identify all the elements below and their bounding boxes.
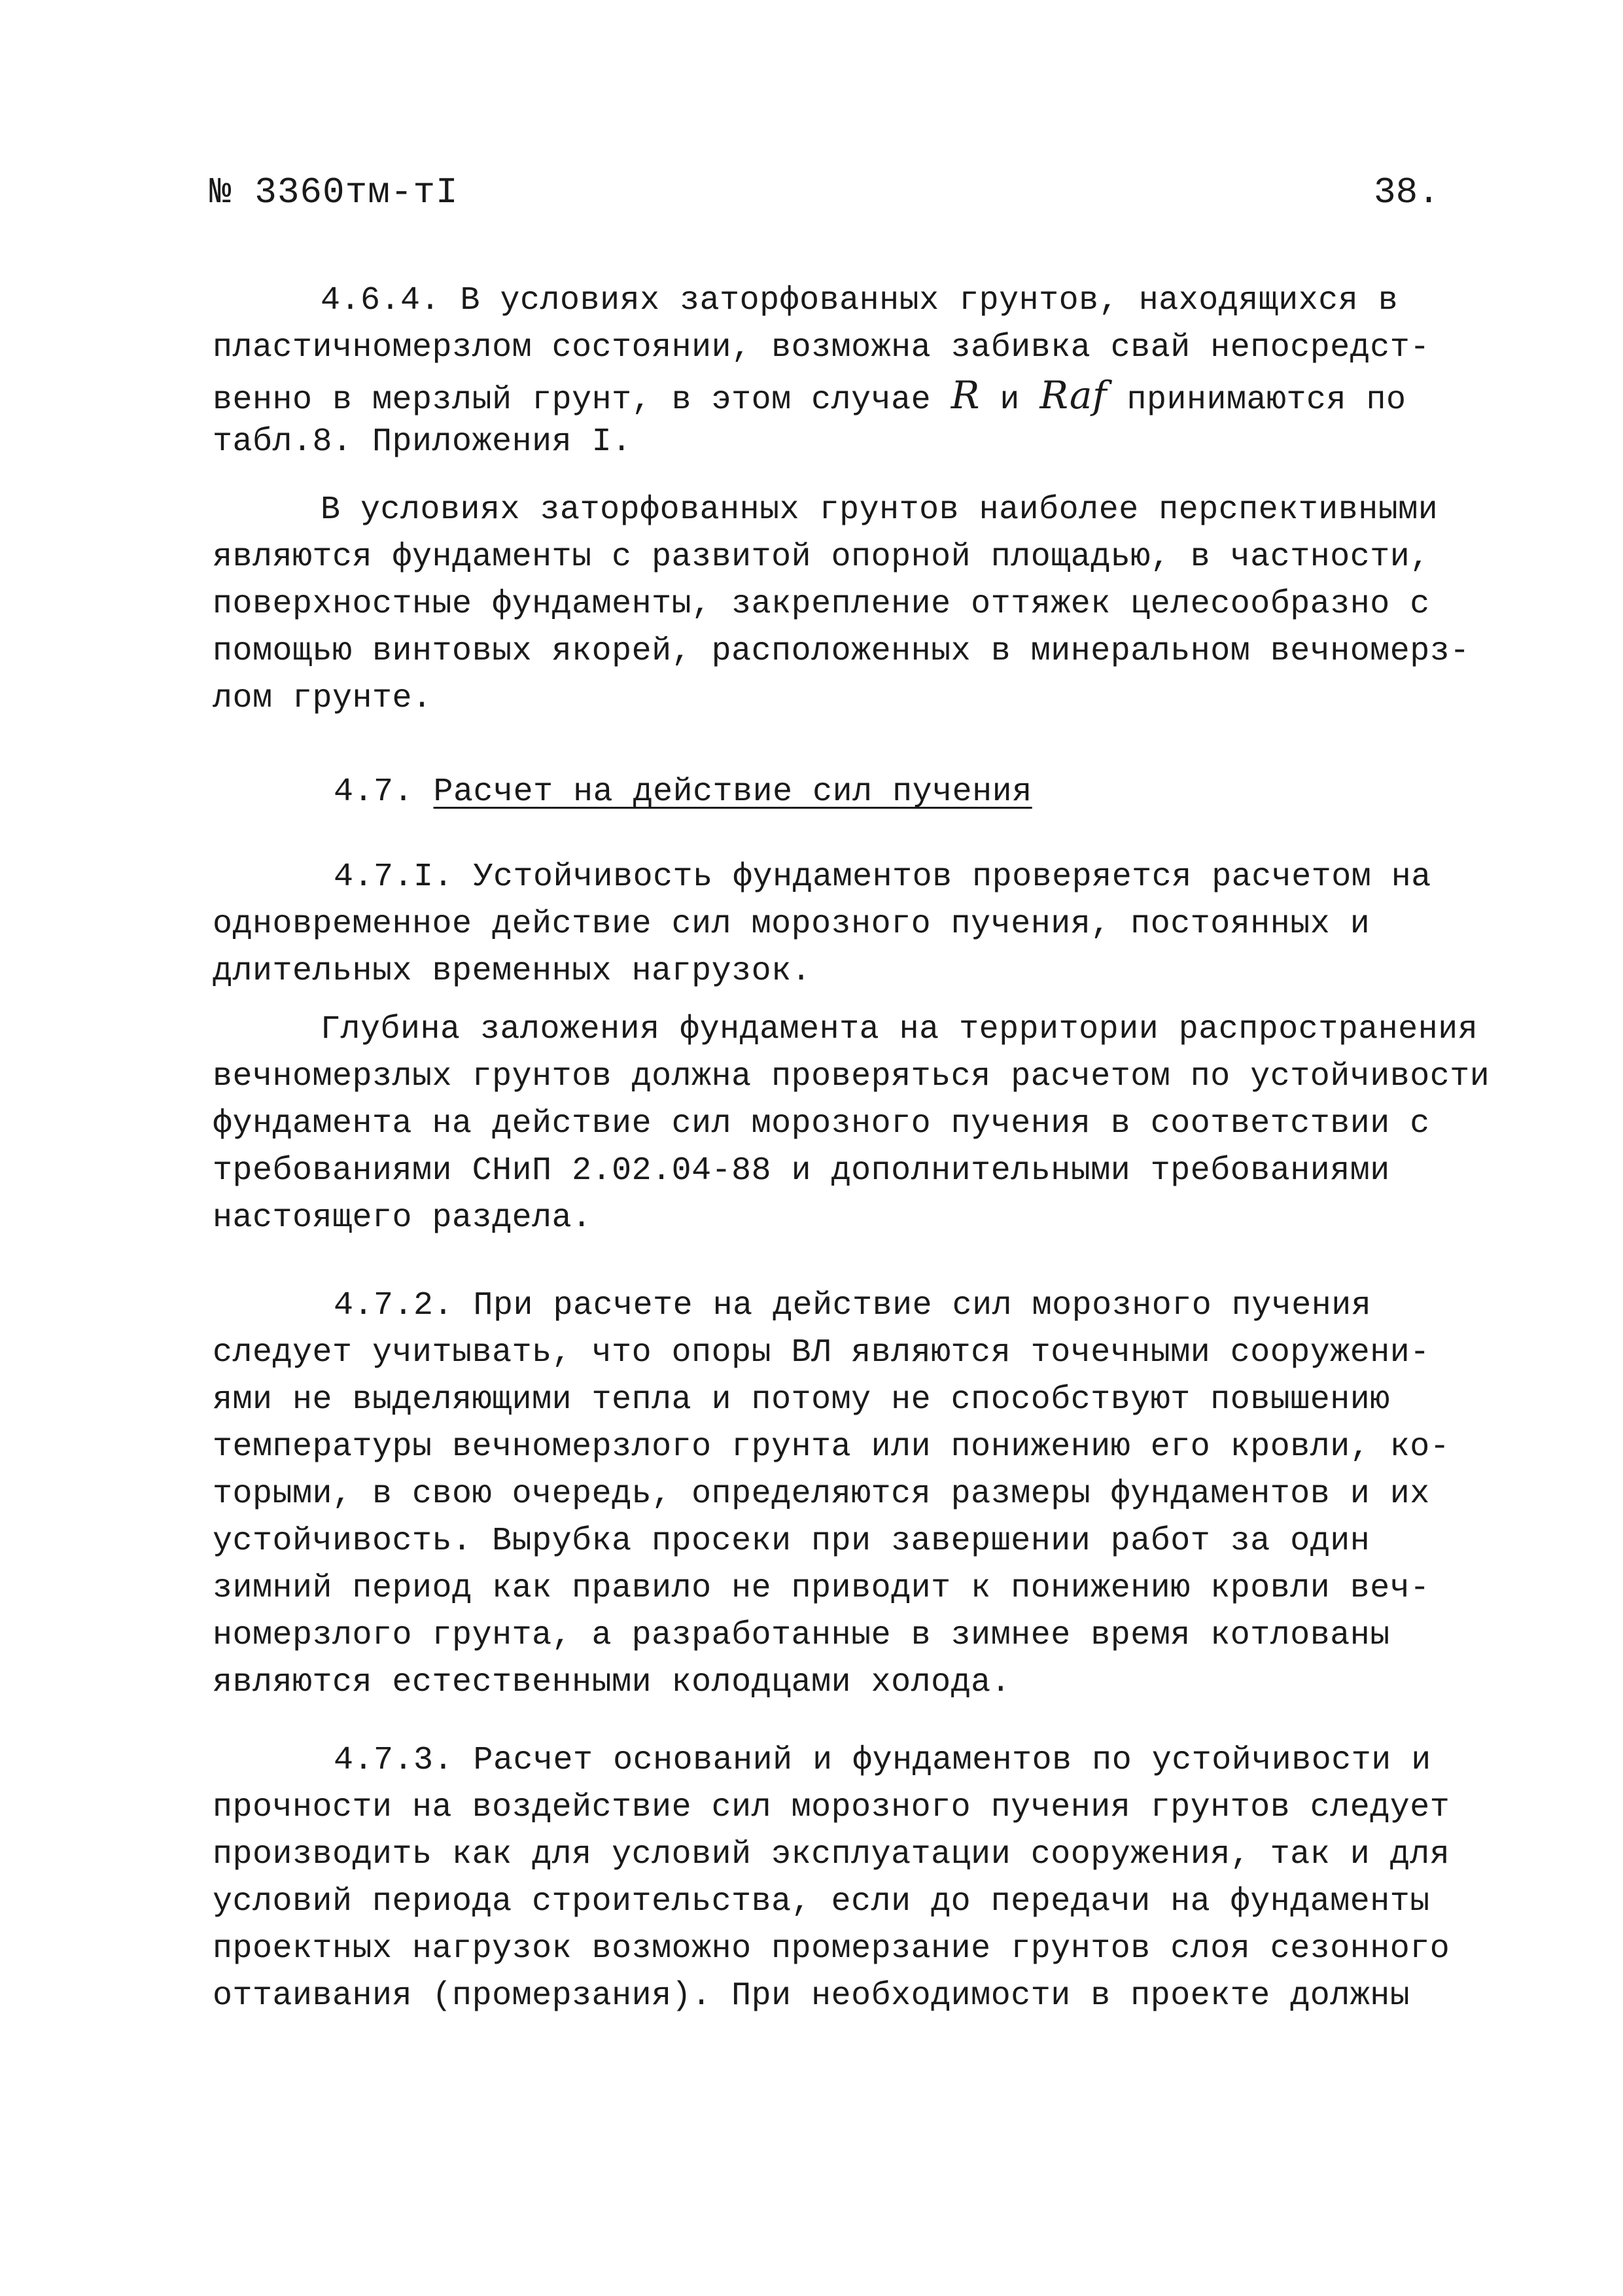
- text-line: оттаивания (промерзания). При необходимости в проекте должны: [213, 1977, 1410, 2015]
- paragraph-4-7-3: [213, 1737, 1482, 2020]
- section-heading: [213, 769, 1482, 816]
- text-line: условий периода строительства, если до передачи на фундаменты: [213, 1883, 1430, 1920]
- text-line: устойчивость. Вырубка просеки при завершении работ за один: [213, 1523, 1370, 1560]
- text-line: номерзлого грунта, а разработанные в зимнее время котлованы: [213, 1617, 1390, 1654]
- handwritten-symbol-r: R: [951, 373, 980, 417]
- section-number: 4.7.: [334, 773, 414, 811]
- text-line: пластичномерзлом состоянии, возможна забивка свай непосредст-: [213, 329, 1430, 366]
- paragraph-4-6-4: [213, 277, 1482, 466]
- text-line: следует учитывать, что опоры ВЛ являются точечными сооружени-: [213, 1334, 1430, 1371]
- text-fragment: венно в мерзлый грунт, в этом случае: [213, 381, 932, 419]
- paragraph-foundation-depth: [213, 1006, 1490, 1242]
- text-line: 4.7.2. При расчете на действие сил морозного пучения: [334, 1287, 1372, 1324]
- text-line: В условиях заторфованных грунтов наиболее перспективными: [321, 491, 1439, 529]
- text-line: лом грунте.: [213, 680, 432, 717]
- text-fragment: принимаются по: [1126, 381, 1406, 419]
- text-line: фундамента на действие сил морозного пучения в соответствии с: [213, 1105, 1430, 1142]
- text-line: температуры вечномерзлого грунта или понижению его кровли, ко-: [213, 1428, 1450, 1466]
- section-heading-4-7: [213, 769, 1482, 816]
- text-line: поверхностные фундаменты, закрепление оттяжек целесообразно с: [213, 586, 1430, 623]
- text-line: 4.6.4. В условиях заторфованных грунтов, находящихся в: [321, 282, 1399, 319]
- text-line: торыми, в свою очередь, определяются размеры фундаментов и их: [213, 1475, 1430, 1513]
- paragraph-4-7-1: [213, 854, 1482, 995]
- text-line: вечномерзлых грунтов должна проверяться расчетом по устойчивости: [213, 1058, 1490, 1095]
- text-line: одновременное действие сил морозного пучения, постоянных и: [213, 906, 1370, 943]
- text-line: настоящего раздела.: [213, 1199, 592, 1237]
- text-line: табл.8. Приложения I.: [213, 423, 632, 461]
- text-line: ями не выделяющими тепла и потому не способствуют повышению: [213, 1381, 1390, 1419]
- text-line: 4.7.3. Расчет оснований и фундаментов по устойчивости и: [334, 1742, 1431, 1779]
- page-number: 38.: [1374, 171, 1440, 213]
- text-line: Глубина заложения фундамента на территории распространения: [321, 1011, 1478, 1048]
- text-line: производить как для условий эксплуатации сооружения, так и для: [213, 1836, 1450, 1873]
- text-line: прочности на воздействие сил морозного пучения грунтов следует: [213, 1789, 1450, 1826]
- text-fragment: и: [1000, 381, 1020, 419]
- handwritten-symbol-raf: Raf: [1039, 373, 1107, 417]
- text-line: помощью винтовых якорей, расположенных в минеральном вечномерз-: [213, 633, 1470, 670]
- text-line: длительных временных нагрузок.: [213, 953, 812, 990]
- text-line: проектных нагрузок возможно промерзание грунтов слоя сезонного: [213, 1930, 1450, 1968]
- text-line: требованиями СНиП 2.02.04-88 и дополнительными требованиями: [213, 1152, 1390, 1190]
- section-title: Расчет на действие сил пучения: [433, 773, 1032, 811]
- text-line: [213, 372, 1482, 419]
- paragraph-4-7-2: [213, 1282, 1482, 1706]
- text-line: являются фундаменты с развитой опорной площадью, в частности,: [213, 539, 1430, 576]
- document-number: № 3360тм-тI: [209, 171, 459, 213]
- text-line: являются естественными колодцами холода.: [213, 1664, 1011, 1701]
- text-line: зимний период как правило не приводит к понижению кровли веч-: [213, 1570, 1430, 1607]
- text-line: 4.7.I. Устойчивость фундаментов проверяется расчетом на: [334, 858, 1431, 896]
- paragraph-peat-soils: [213, 487, 1482, 722]
